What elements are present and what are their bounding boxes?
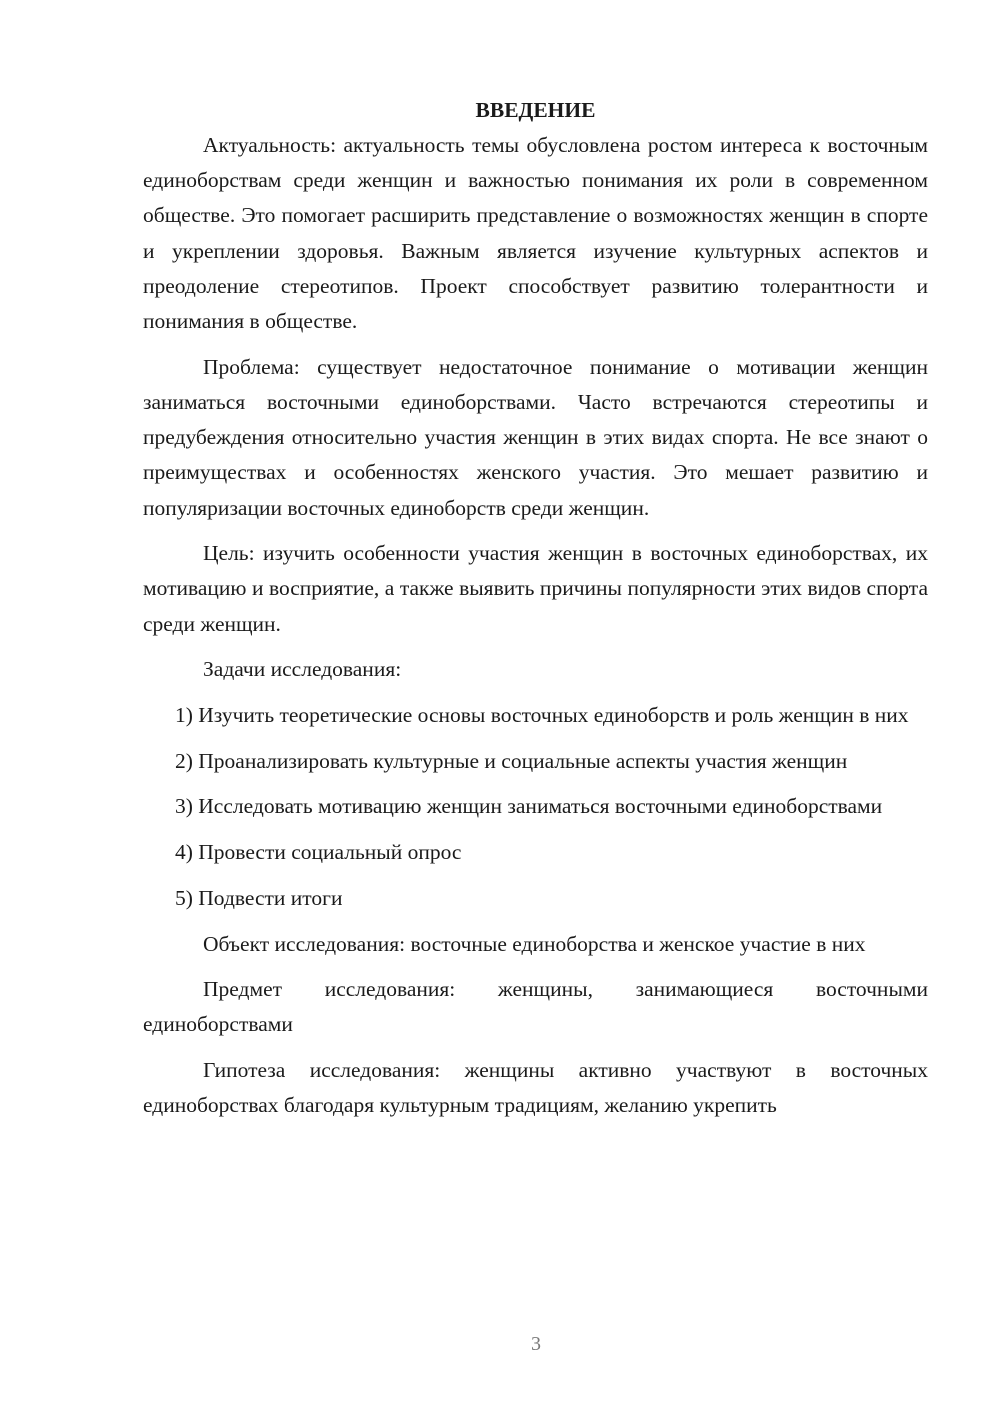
goal-paragraph: Цель: изучить особенности участия женщин в восточных единоборствах, их мотивацию и восприятие, а также выявить причины популярности этих видов спорта среди женщин.: [143, 541, 928, 636]
object-paragraph: Объект исследования: восточные единоборства и женское участие в них: [203, 931, 866, 956]
subject-paragraph: Предмет исследования: женщины, занимающиеся восточными единоборствами: [143, 977, 928, 1037]
task-item-1: 1) Изучить теоретические основы восточных единоборств и роль женщин в них: [175, 703, 909, 728]
hypothesis-paragraph: Гипотеза исследования: женщины активно участвуют в восточных единоборствах благодаря культурным традициям, желанию укрепить: [143, 1058, 928, 1118]
task-item-4: 4) Провести социальный опрос: [175, 840, 462, 865]
task-item-3: 3) Исследовать мотивацию женщин заниматься восточными единоборствами: [175, 794, 883, 819]
task-item-5: 5) Подвести итоги: [175, 885, 343, 910]
document-page: [143, 92, 928, 1124]
page-number: 3: [531, 1333, 541, 1355]
task-item-2: 2) Проанализировать культурные и социальные аспекты участия женщин: [175, 748, 848, 773]
problem-paragraph: Проблема: существует недостаточное понимание о мотивации женщин заниматься восточными единоборствами. Часто встречаются стереотипы и предубеждения относительно участия женщин в этих видах спорта. Не все знают о преимуществах и особенностях женского участия. Это мешает развитию и популяризации восточных единоборств среди женщин.: [143, 354, 928, 520]
relevance-paragraph: Актуальность: актуальность темы обусловлена ростом интереса к восточным единоборствам среди женщин и важностью понимания их роли в современном обществе. Это помогает расширить представление о возможностях женщин в спорте и укреплении здоровья. Важным является изучение культурных аспектов и преодоление стереотипов. Проект способствует развитию толерантности и понимания в обществе.: [143, 133, 928, 334]
tasks-heading: Задачи исследования:: [203, 657, 402, 682]
section-heading: ВВЕДЕНИЕ: [475, 98, 596, 122]
